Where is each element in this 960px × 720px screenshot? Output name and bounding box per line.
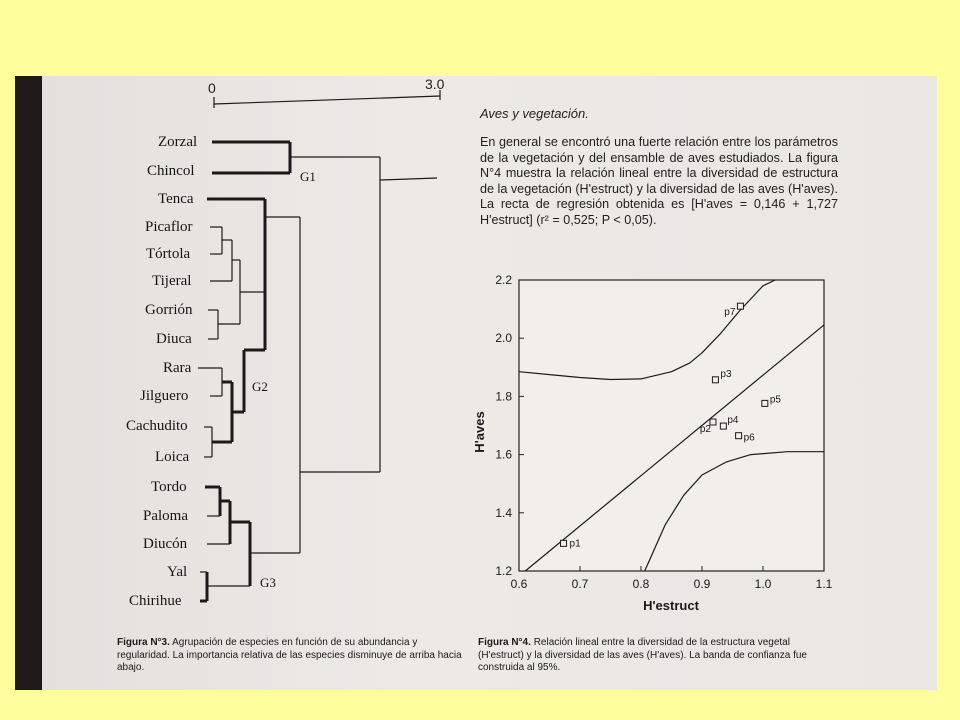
species-label-tordo: Tordo: [151, 479, 187, 495]
figure4-caption: [478, 637, 823, 675]
x-tick-label: 0.6: [510, 577, 528, 591]
data-point-label-p6: p6: [743, 432, 755, 444]
data-point-label-p7: p7: [724, 307, 736, 319]
figure3-caption: [117, 637, 467, 675]
x-tick-label: 0.9: [693, 577, 711, 591]
data-point-p4: [720, 423, 726, 429]
species-label-picaflor: Picaflor: [145, 219, 193, 235]
y-tick-label: 2.2: [495, 273, 512, 287]
species-label-yal: Yal: [167, 564, 188, 580]
data-point-label-p4: p4: [727, 415, 739, 427]
x-axis-label: H'estruct: [643, 598, 699, 613]
species-label-tortola: Tórtola: [146, 246, 191, 262]
scale-max-label: 3.0: [425, 76, 445, 92]
species-label-diucon: Diucón: [143, 536, 188, 552]
species-label-jilguero: Jilguero: [140, 388, 189, 404]
species-label-tenca: Tenca: [158, 191, 194, 207]
data-point-p5: [762, 400, 768, 406]
species-label-chirihue: Chirihue: [129, 593, 182, 609]
species-label-chincol: Chincol: [147, 163, 195, 179]
figure3-caption-label: Figura N°3.: [117, 637, 170, 648]
species-label-tijeral: Tijeral: [152, 273, 192, 289]
y-tick-label: 1.8: [495, 389, 512, 404]
data-point-label-p1: p1: [569, 538, 581, 550]
y-axis-label: H'aves: [472, 411, 487, 453]
figure4-caption-label: Figura N°4.: [478, 637, 531, 648]
species-label-loica: Loica: [155, 449, 190, 465]
y-tick-label: 2.0: [495, 331, 512, 346]
data-point-p6: [736, 433, 742, 439]
species-label-rara: Rara: [163, 360, 192, 376]
y-tick-label: 1.6: [495, 447, 512, 462]
data-point-label-p5: p5: [769, 394, 781, 406]
data-point-p3: [712, 377, 718, 383]
data-point-label-p3: p3: [720, 368, 732, 380]
species-label-diuca: Diuca: [156, 331, 192, 347]
species-label-paloma: Paloma: [143, 508, 188, 524]
x-tick-label: 1.1: [815, 577, 833, 591]
scale-min-label: 0: [208, 80, 216, 96]
x-tick-label: 0.8: [632, 577, 650, 591]
y-tick-label: 1.2: [495, 564, 512, 578]
plot-area: [519, 280, 824, 571]
figure3-caption-text: Agrupación de especies en función de su abundancia y regularidad. La importancia relativa de las especies disminuye de arriba hacia abajo.: [117, 637, 462, 673]
figure4-caption-text: Relación lineal entre la diversidad de la estructura vegetal (H'estruct) y la diversidad de las aves (H'aves). La banda de confianza fue construida al 95%.: [478, 637, 807, 673]
data-point-label-p2: p2: [699, 424, 711, 436]
data-point-p7: [737, 303, 743, 309]
section-heading: Aves y vegetación.: [480, 106, 589, 121]
species-label-gorrion: Gorrión: [145, 302, 193, 318]
x-tick-label: 1.0: [754, 577, 772, 591]
species-label-cachudito: Cachudito: [126, 418, 188, 434]
species-label-zorzal: Zorzal: [158, 134, 198, 150]
group-label-g2: G2: [252, 379, 268, 394]
section-paragraph: En general se encontró una fuerte relación entre los parámetros de la vegetación y del ensamble de aves estudiados. La figura N°4 muestra la relación lineal entre la diversidad de estructura de la vegetación (H'estruct) y la diversidad de las aves (H'aves). La recta de regresión obtenida es [H'aves = 0,146 + 1,727 H'estruct] (r² = 0,525; P < 0,05).: [480, 135, 838, 227]
y-tick-label: 1.4: [495, 505, 512, 520]
x-tick-label: 0.7: [571, 577, 589, 591]
group-label-g1: G1: [300, 169, 316, 184]
group-label-g3: G3: [260, 575, 276, 590]
data-point-p1: [561, 540, 567, 546]
